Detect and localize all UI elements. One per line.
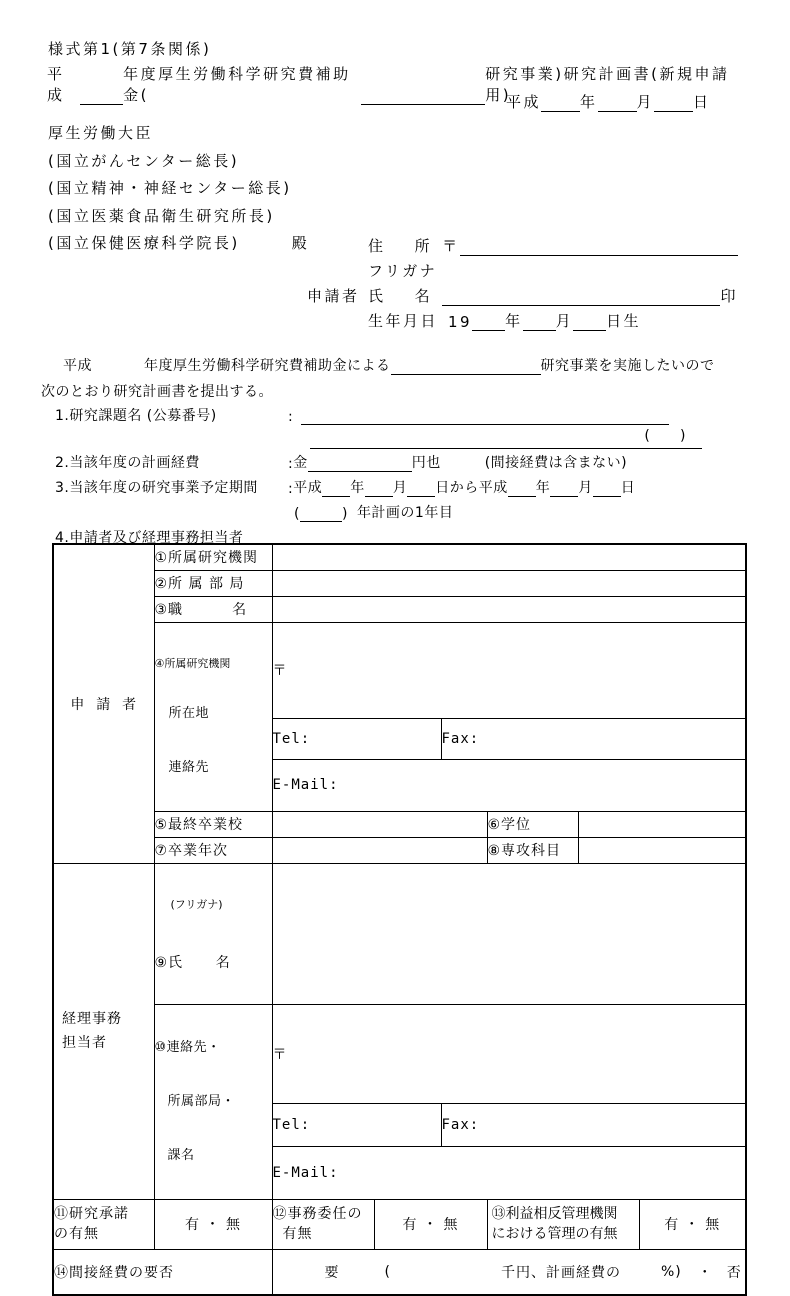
paren-close: %) — [660, 1263, 682, 1280]
code-paren-field: ( ) — [310, 428, 702, 449]
blank-field — [472, 313, 505, 331]
postal-mark: 〒 — [442, 237, 460, 255]
cell-affiliation-value — [272, 544, 746, 570]
date-era: 平成 — [506, 93, 542, 111]
period-year-1: 年 — [350, 480, 365, 496]
cell-coi-options: 有 ・ 無 — [639, 1199, 746, 1249]
addressee-label: (国立保健医療科学院長) — [48, 234, 240, 252]
cell-research-consent-label — [53, 1199, 154, 1249]
label-line: の有無 — [54, 1226, 99, 1242]
cell-postal-area — [272, 622, 746, 719]
item-1-label: 1.研究課題名 (公募番号) — [55, 408, 217, 424]
date-month: 月 — [636, 93, 655, 111]
label-line: 連絡先 — [168, 759, 210, 775]
plan-year-text: 年計画の1年目 — [356, 505, 454, 521]
blank-field — [593, 479, 621, 497]
cell-delegation-label — [272, 1199, 374, 1249]
addressee-line — [48, 230, 309, 258]
label-line: ⑪研究承諾 — [54, 1206, 129, 1222]
group-applicant: 申 請 者 — [53, 544, 154, 863]
cell-fax: Fax: — [441, 719, 746, 760]
birth-century: 19 — [448, 313, 473, 331]
minister-line: 厚生労働大臣 — [48, 124, 154, 142]
blank-field — [523, 313, 556, 331]
label-line: ④所属研究機関 — [154, 656, 231, 670]
cell-department-value — [272, 570, 746, 596]
applicant-label: 申請者 — [307, 287, 360, 305]
cell-major-label: ⑧専攻科目 — [487, 837, 578, 863]
period-day-to-era-2: 日から平成 — [435, 480, 508, 496]
birth-row — [368, 306, 738, 331]
label-line: ⑫事務委任の — [272, 1206, 363, 1222]
blank-field — [361, 87, 485, 105]
body-line-1 — [63, 355, 715, 375]
cell-indirect-cost-value — [272, 1249, 746, 1295]
period-month-1: 月 — [392, 480, 408, 496]
period-month-2: 月 — [578, 480, 593, 496]
blank-field — [407, 479, 435, 497]
colon: : — [288, 481, 294, 497]
addressee-line: (国立がんセンター総長) — [48, 151, 240, 170]
item-3 — [55, 477, 635, 497]
blank-field — [442, 288, 720, 306]
blank-field — [391, 357, 541, 375]
label-line: ⑩連絡先・ — [154, 1039, 221, 1055]
period-year-2: 年 — [535, 480, 551, 496]
name-label: 氏 名 — [368, 287, 433, 305]
cell-major-value — [578, 837, 746, 863]
birth-year: 年 — [505, 312, 523, 330]
dono-label: 殿 — [291, 234, 310, 252]
label-line: ⑬利益相反管理機関 — [491, 1206, 618, 1222]
cell-delegation-options: 有 ・ 無 — [374, 1199, 487, 1249]
cell-research-consent-options: 有 ・ 無 — [154, 1199, 272, 1249]
birth-day: 日生 — [606, 312, 642, 330]
cell-coi-label — [487, 1199, 639, 1249]
option-yes: 要 — [324, 1264, 340, 1281]
cell-email: E-Mail: — [272, 1146, 746, 1199]
applicant-block — [307, 231, 738, 331]
body-post: 研究事業を実施したいので — [540, 358, 715, 374]
item-3-line-2 — [294, 502, 453, 522]
cell-postal-area — [272, 1004, 746, 1104]
address-row — [368, 231, 738, 256]
yen-label: 円也 — [411, 455, 441, 471]
period-era-1: 平成 — [293, 480, 323, 496]
blank-field — [541, 94, 580, 112]
cell-affiliation-label: ①所属研究機関 — [154, 544, 272, 570]
cell-graduation-year-value — [272, 837, 487, 863]
cell-fax: Fax: — [441, 1104, 746, 1146]
label-line: 課名 — [167, 1147, 195, 1163]
label-line: 所属部局・ — [167, 1093, 236, 1109]
cell-accounting-contact-label — [154, 1004, 272, 1199]
item-2 — [55, 452, 627, 472]
applicant-table — [52, 543, 747, 1296]
label-line: 担当者 — [62, 1035, 107, 1051]
indirect-cost-note: (間接経費は含まない) — [484, 455, 628, 471]
postal-mark: 〒 — [272, 1046, 288, 1063]
name-field-label: ⑨氏 名 — [154, 954, 231, 971]
blank-field — [550, 479, 578, 497]
cell-last-school-value — [272, 811, 487, 837]
cell-degree-label: ⑥学位 — [487, 811, 578, 837]
blank-field — [300, 504, 342, 522]
addressee-line: (国立精神・神経センター総長) — [48, 179, 292, 197]
cell-degree-value — [578, 811, 746, 837]
blank-field — [365, 479, 393, 497]
item-4-label: 4.申請者及び経理事務担当者 — [55, 530, 244, 546]
colon: : — [288, 409, 294, 425]
option-separator: ・ — [697, 1264, 713, 1281]
date-line — [506, 91, 711, 112]
blank-field — [308, 454, 412, 472]
group-accounting — [53, 863, 154, 1199]
item-2-label: 2.当該年度の計画経費 — [55, 455, 200, 471]
colon: : — [288, 456, 294, 472]
item-3-label: 3.当該年度の研究事業予定期間 — [55, 480, 258, 496]
addressee-line: (国立医薬食品衛生研究所長) — [48, 206, 275, 225]
address-label: 住 所 — [368, 237, 433, 255]
form-number: 様式第1(第7条関係) — [48, 40, 212, 58]
furigana-note: (フリガナ) — [170, 897, 223, 911]
indirect-cost-row — [273, 1262, 746, 1282]
date-year: 年 — [580, 93, 598, 111]
label-line: 有無 — [282, 1226, 313, 1242]
label-line: 所在地 — [168, 705, 210, 721]
indirect-cost-text: 千円、計画経費の — [500, 1264, 621, 1281]
birth-label: 生年月日 — [368, 312, 439, 330]
cell-job-title-label: ③職 名 — [154, 596, 272, 622]
option-no: 否 — [726, 1264, 742, 1281]
body-era: 平成 — [63, 358, 92, 374]
cell-department-label: ②所 属 部 局 — [154, 570, 272, 596]
paren-close: ) — [341, 506, 348, 522]
furigana-row — [368, 256, 738, 281]
label-line: 経理事務 — [62, 1011, 122, 1027]
title-era: 平成 — [47, 65, 65, 104]
date-day: 日 — [693, 93, 711, 111]
cell-graduation-year-label: ⑦卒業年次 — [154, 837, 272, 863]
cell-accounting-name-value — [272, 863, 746, 1004]
period-day-2: 日 — [620, 480, 636, 496]
paren-open: ( — [384, 1263, 391, 1280]
cell-accounting-name-label — [154, 863, 272, 1004]
blank-field — [598, 94, 637, 112]
paren-open: ( — [294, 506, 300, 522]
name-row — [307, 281, 738, 306]
blank-field — [573, 313, 606, 331]
label-line: における管理の有無 — [491, 1226, 618, 1242]
cell-job-title-value — [272, 596, 746, 622]
body-line-2: 次のとおり研究計画書を提出する。 — [41, 384, 273, 400]
title-mid: 年度厚生労働科学研究費補助金( — [123, 65, 351, 104]
blank-field — [301, 407, 669, 425]
title-post: 研究事業)研究計画書(新規申請用) — [485, 65, 730, 104]
birth-month: 月 — [555, 312, 574, 330]
furigana-label: フリガナ — [368, 262, 438, 280]
addressee-block — [48, 120, 309, 258]
cell-email: E-Mail: — [272, 760, 746, 811]
blank-field — [508, 479, 536, 497]
cell-tel: Tel: — [272, 719, 441, 760]
blank-field — [80, 87, 123, 105]
body-mid: 年度厚生労働科学研究費補助金による — [144, 358, 391, 374]
item-1-line-2 — [310, 428, 702, 449]
cell-institution-address-label — [154, 622, 272, 811]
cell-indirect-cost-label: ⑭間接経費の要否 — [53, 1249, 272, 1295]
blank-field — [322, 479, 350, 497]
seal-label: 印 — [720, 287, 738, 305]
cell-last-school-label: ⑤最終卒業校 — [154, 811, 272, 837]
currency-label: 金 — [293, 455, 308, 471]
item-1 — [55, 405, 669, 425]
postal-mark: 〒 — [272, 663, 288, 680]
blank-field — [654, 94, 693, 112]
cell-tel: Tel: — [272, 1104, 441, 1146]
blank-field — [460, 238, 738, 256]
